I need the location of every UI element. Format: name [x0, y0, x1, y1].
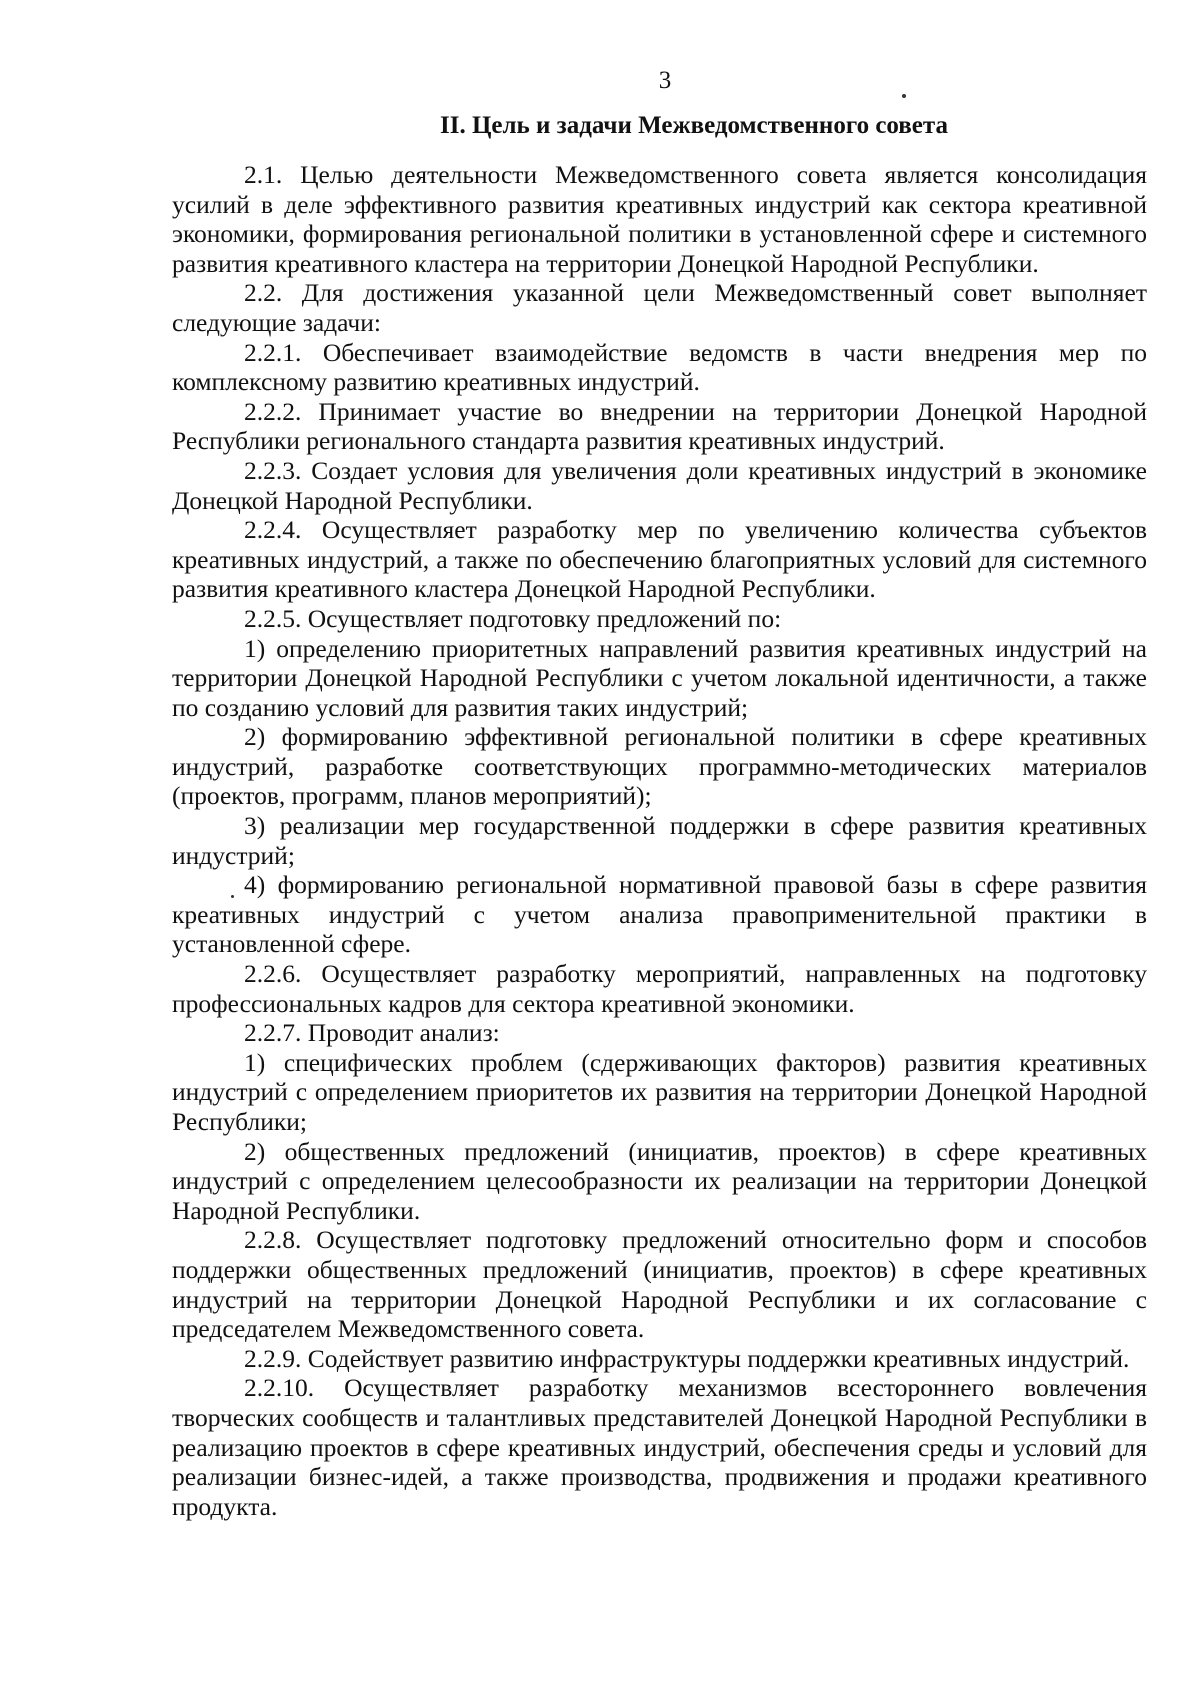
scan-speck [902, 94, 906, 98]
list-item-2-2-7-2: 2) общественных предложений (инициатив, проектов) в сфере креативных индустрий с определением целесообразности их реализации на территории Донецкой Народной Республики. [172, 1136, 1147, 1225]
page-number: 3 [658, 67, 672, 94]
paragraph-2-2: 2.2. Для достижения указанной цели Межведомственный совет выполняет следующие задачи: [172, 278, 1147, 337]
paragraph-2-2-5: 2.2.5. Осуществляет подготовку предложений по: [244, 603, 782, 633]
paragraph-2-2-10: 2.2.10. Осуществляет разработку механизмов всестороннего вовлечения творческих сообществ и талантливых представителей Донецкой Народной Республики в реализацию проектов в сфере креативных индустрий, обеспечения среды и условий для реализации бизнес-идей, а также производства, продвижения и продажи креативного продукта. [172, 1373, 1147, 1521]
section-body [172, 160, 1147, 1521]
paragraph-2-2-8: 2.2.8. Осуществляет подготовку предложений относительно форм и способов поддержки общественных предложений (инициатив, проектов) в сфере креативных индустрий на территории Донецкой Народной Республики и их согласование с председателем Межведомственного совета. [172, 1225, 1147, 1344]
paragraph-2-2-3: 2.2.3. Создает условия для увеличения доли креативных индустрий в экономике Донецкой Народной Республики. [172, 455, 1147, 515]
paragraph-2-2-6: 2.2.6. Осуществляет разработку мероприятий, направленных на подготовку профессиональных кадров для сектора креативной экономики. [172, 959, 1147, 1018]
list-item-2-2-5-3: 3) реализации мер государственной поддержки в сфере развития креативных индустрий; [172, 811, 1147, 870]
paragraph-2-2-2: 2.2.2. Принимает участие во внедрении на территории Донецкой Народной Республики регионального стандарта развития креативных индустрий. [172, 396, 1147, 456]
list-item-2-2-5-1: 1) определению приоритетных направлений развития креативных индустрий на территории Донецкой Народной Республики с учетом локальной идентичности, а также по созданию условий для развития таких индустрий; [172, 633, 1147, 722]
paragraph-2-2-1: 2.2.1. Обеспечивает взаимодействие ведомств в части внедрения мер по комплексному развитию креативных индустрий. [172, 337, 1147, 397]
paragraph-2-2-7: 2.2.7. Проводит анализ: [244, 1018, 500, 1048]
list-item-2-2-7-1: 1) специфических проблем (сдерживающих факторов) развития креативных индустрий с определением приоритетов их развития на территории Донецкой Народной Республики; [172, 1047, 1147, 1136]
list-item-2-2-5-4: 4) формированию региональной нормативной правовой базы в сфере развития креативных индустрий с учетом анализа правоприменительной практики в установленной сфере. [172, 870, 1147, 959]
section-heading: II. Цель и задачи Межведомственного совета [440, 112, 948, 139]
list-item-2-2-5-2: 2) формированию эффективной региональной политики в сфере креативных индустрий, разработке соответствующих программно-методических материалов (проектов, программ, планов мероприятий); [172, 722, 1147, 811]
paragraph-2-2-9: 2.2.9. Содействует развитию инфраструктуры поддержки креативных индустрий. [244, 1343, 1130, 1373]
paragraph-2-2-4: 2.2.4. Осуществляет разработку мер по увеличению количества субъектов креативных индустрий, а также по обеспечению благоприятных условий для системного развития креативного кластера Донецкой Народной Республики. [172, 515, 1147, 604]
paragraph-2-1: 2.1. Целью деятельности Межведомственного совета является консолидация усилий в деле эффективного развития креативных индустрий как сектора креативной экономики, формирования региональной политики в установленной сфере и системного развития креативного кластера на территории Донецкой Народной Республики. [172, 160, 1147, 278]
